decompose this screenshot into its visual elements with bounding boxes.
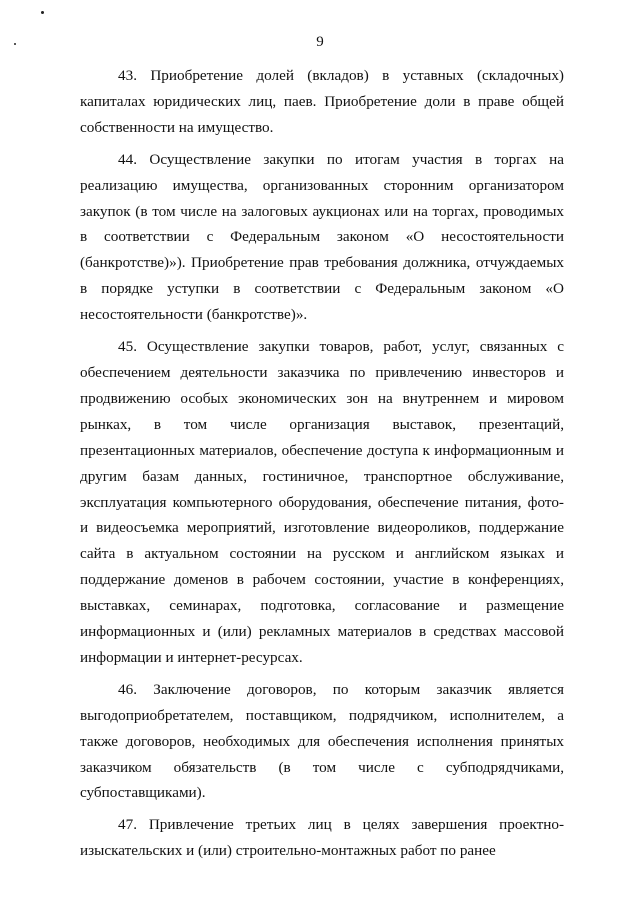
paragraph-47: 47. Привлечение третьих лиц в целях завершения проектно-изыскательских и (или) строительно-монтажных работ по ранее	[80, 816, 564, 860]
paragraph-45: 45. Осуществление закупки товаров, работ, услуг, связанных с обеспечением деятельности заказчика по привлечению инвесторов и продвижению особых экономических зон на внутреннем и мировом рынках, в том числе организация выставок, презентаций, презентационных материалов, обеспечение доступа к информационным и другим базам данных, гостиничное, транспортное обслуживание, эксплуатация компьютерного оборудования, обеспечение питания, фото- и видеосъемка мероприятий, изготовление видеороликов, поддержание сайта в актуальном состоянии на русском и английском языках и поддержание доменов в рабочем состоянии, участие в конференциях, выставках, семинарах, подготовка, согласование и размещение информационных и (или) рекламных материалов в средствах массовой информации и интернет-ресурсах.	[80, 338, 564, 666]
scan-speck	[41, 11, 44, 14]
paragraph-44: 44. Осуществление закупки по итогам участия в торгах на реализацию имущества, организованных сторонним организатором закупок (в том числе на залоговых аукционах или на торгах, проводимых в соответствии с Федеральным законом «О несостоятельности (банкротстве)»). Приобретение прав требования должника, отчуждаемых в порядке уступки в соответствии с Федеральным законом «О несостоятельности (банкротстве)».	[80, 150, 564, 324]
paragraph-43: 43. Приобретение долей (вкладов) в уставных (складочных) капиталах юридических лиц, паев. Приобретение доли в праве общей собственности на имущество.	[80, 67, 564, 136]
paragraph-46: 46. Заключение договоров, по которым заказчик является выгодоприобретателем, поставщиком, подрядчиком, исполнителем, а также договоров, необходимых для обеспечения исполнения принятых заказчиком обязательств (в том числе с субподрядчиками, субпоставщиками).	[80, 680, 564, 802]
page-number: 9	[316, 34, 324, 50]
document-body	[80, 63, 564, 870]
